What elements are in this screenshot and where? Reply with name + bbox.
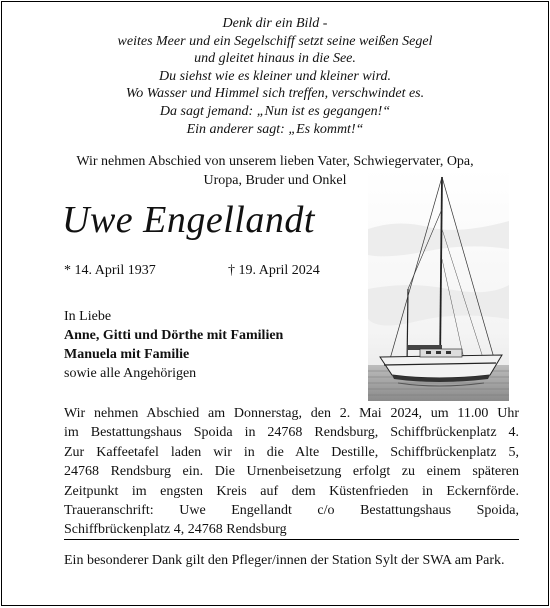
mourning-address-line: Schiffbrückenplatz 4, 24768 Rendsburg bbox=[64, 522, 287, 538]
mourner-family: Anne, Gitti und Dörthe mit Familien bbox=[64, 328, 284, 343]
ceremony-details bbox=[64, 404, 519, 540]
poem-line: Wo Wasser und Himmel sich treffen, verschwindet es. bbox=[125, 86, 425, 102]
poem-line: Denk dir ein Bild - bbox=[222, 16, 328, 31]
birth-date: * 14. April 1937 bbox=[64, 263, 156, 278]
thanks-note: Ein besonderer Dank gilt den Pfleger/innen der Station Sylt der SWA am Park. bbox=[64, 553, 505, 568]
in-love-label: In Liebe bbox=[64, 309, 112, 324]
poem-line: Ein anderer sagt: „Es kommt!“ bbox=[186, 121, 364, 137]
sailboat-image bbox=[368, 169, 509, 401]
details-line: Wir nehmen Abschied am Donnerstag, den 2. Mai 2024, um 11.00 Uhr bbox=[64, 406, 519, 421]
obituary-notice bbox=[1, 1, 549, 606]
deceased-name: Uwe Engellandt bbox=[62, 199, 315, 241]
mourning-address: Traueranschrift: Uwe Engellandt c/o Bestattungshaus Spoida, bbox=[64, 503, 519, 519]
mourners-list bbox=[64, 307, 283, 383]
intro-line: Uropa, Bruder und Onkel bbox=[203, 173, 347, 188]
poem-line: und gleitet hinaus in die See. bbox=[194, 51, 356, 67]
intro-line: Wir nehmen Abschied von unserem lieben Vater, Schwiegervater, Opa, bbox=[76, 154, 474, 169]
details-line: 24768 Rendsburg ein. Die Urnenbeisetzung erfolgt zu einem späteren bbox=[64, 464, 519, 480]
poem-line: Da sagt jemand: „Nun ist es gegangen!“ bbox=[159, 103, 391, 119]
poem-line: Du siehst wie es kleiner und kleiner wird. bbox=[159, 68, 391, 84]
divider bbox=[64, 539, 519, 540]
death-date: † 19. April 2024 bbox=[228, 263, 320, 278]
details-line: Zur Kaffeetafel laden wir in die Alte Destille, Schiffbrückenplatz 5, bbox=[64, 444, 519, 460]
mourner-others: sowie alle Angehörigen bbox=[64, 366, 197, 381]
poem bbox=[2, 15, 548, 138]
details-line: Zeitpunkt im engsten Kreis auf dem Küstenfrieden in Eckernförde. bbox=[64, 483, 519, 499]
details-line: im Bestattungshaus Spoida in 24768 Rendsburg, Schiffbrückenplatz 4. bbox=[64, 425, 519, 441]
mourner-family: Manuela mit Familie bbox=[64, 347, 190, 362]
poem-line: weites Meer und ein Segelschiff setzt seine weißen Segel bbox=[117, 33, 433, 49]
